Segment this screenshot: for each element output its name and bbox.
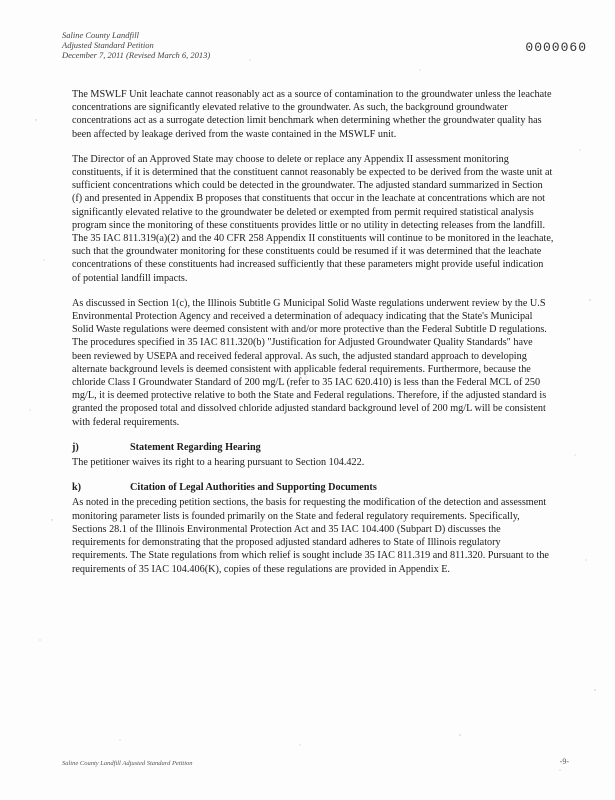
paragraph-director: The Director of an Approved State may choose to delete or replace any Appendix II assessment monitoring constituents, if it is determined that the constituent cannot reasonably be expected to be derived from the waste unit at sufficient concentrations which could be detected in the groundwater. The adjusted standard summarized in Section (f) and presented in Appendix B proposes that constituents that occur in the leachate at concentrations which are not significantly elevated relative to the groundwater be deleted or exempted from permit required statistical analysis program since the monitoring of these constituents provides little or no utility in detecting releases from the landfill. The 35 IAC 811.319(a)(2) and the 40 CFR 258 Appendix II constituents will continue to be monitored in the leachate, such that the groundwater monitoring for these constituents could be resumed if it was determined that the leachate concentrations of these constituents had increased sufficiently that these parameters might provide useful indication of potential landfill impacts.	[72, 153, 554, 284]
document-body	[72, 88, 554, 588]
header-line-1: Saline County Landfill	[62, 30, 139, 40]
bates-number: 0000060	[525, 40, 587, 55]
section-k-text: As noted in the preceding petition sections, the basis for requesting the modification of the detection and assessment monitoring parameter lists is founded primarily on the State and federal regulatory requirements. Specifically, Sections 28.1 of the Illinois Environmental Protection Act and 35 IAC 104.400 (Subpart D) discusses the requirements for demonstrating that the proposed adjusted standard adheres to State of Illinois regulatory requirements. The State regulations from which relief is sought include 35 IAC 811.319 and 811.320. Pursuant to the requirements of 35 IAC 104.406(K), copies of these regulations are provided in Appendix E.	[72, 497, 549, 575]
page-number: -9-	[559, 757, 569, 766]
paragraph-subtitle-g: As discussed in Section 1(c), the Illinois Subtitle G Municipal Solid Waste regulations underwent review by the U.S Environmental Protection Agency and received a determination of adequacy indicating that the State's Municipal Solid Waste regulations were deemed consistent with and/or more protective than the Federal Subtitle D regulations. The procedures specified in 35 IAC 811.320(b) "Justification for Adjusted Groundwater Quality Standards" have been reviewed by USEPA and received federal approval. As such, the adjusted standard approach to developing alternate background levels is deemed consistent with applicable federal requirements. Furthermore, because the chloride Class I Groundwater Standard of 200 mg/L (refer to 35 IAC 620.410) is less than the Federal MCL of 250 mg/L, it is deemed protective relative to both the State and Federal regulations. Therefore, if the adjusted standard is granted the proposed total and dissolved chloride adjusted standard background level of 200 mg/L will be consistent with federal requirements.	[72, 297, 547, 428]
paragraph-leachate: The MSWLF Unit leachate cannot reasonably act as a source of contamination to the groundwater unless the leachate concentrations are significantly elevated relative to the groundwater. As such, the background groundwater concentrations act as a surrogate detection limit benchmark when determining whether the groundwater quality has been affected by leakage derived from the waste contained in the MSWLF unit.	[72, 89, 552, 140]
section-k-heading	[72, 481, 554, 494]
section-j-number: j)	[72, 441, 79, 453]
running-footer: Saline County Landfill Adjusted Standard Petition	[62, 760, 193, 767]
section-j-title: Statement Regarding Hearing	[130, 441, 261, 453]
running-header	[62, 30, 210, 60]
header-line-3: December 7, 2011 (Revised March 6, 2013)	[62, 50, 211, 60]
section-j-heading	[72, 441, 554, 454]
header-line-2: Adjusted Standard Petition	[62, 40, 154, 50]
section-j-text: The petitioner waives its right to a hearing pursuant to Section 104.422.	[72, 457, 365, 469]
section-k-title: Citation of Legal Authorities and Supporting Documents	[130, 482, 377, 494]
section-k-number: k)	[72, 482, 82, 494]
